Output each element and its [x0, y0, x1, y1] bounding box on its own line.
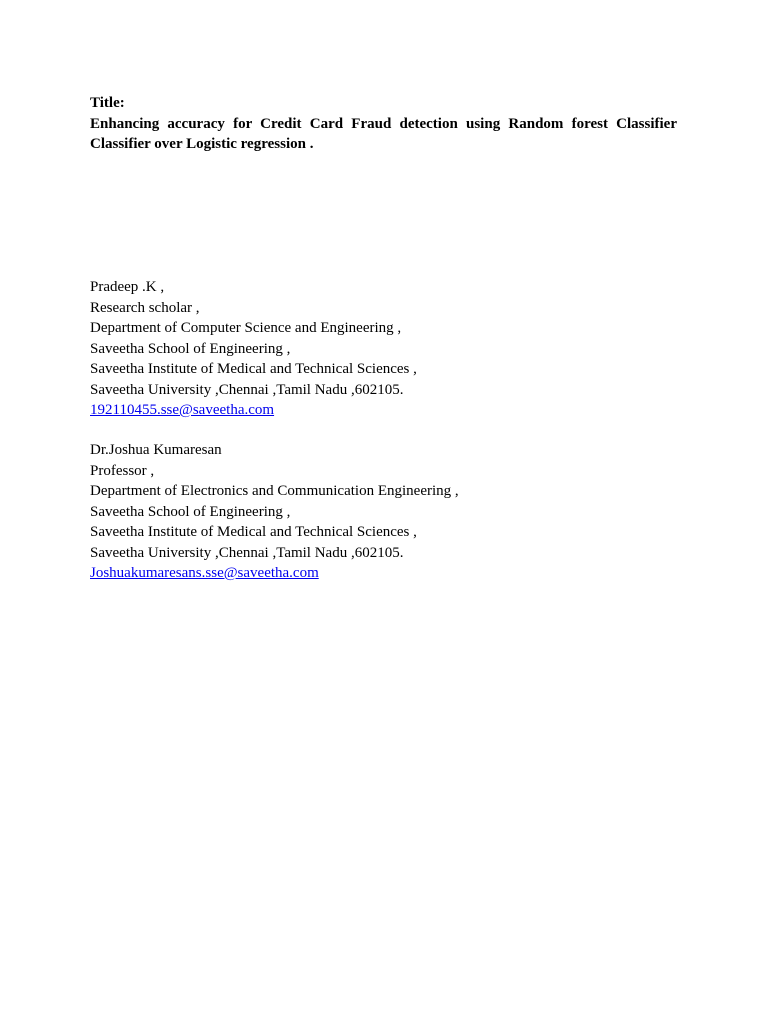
author-block-2: [90, 440, 650, 584]
title-block: [90, 93, 677, 155]
author-position: Research scholar ,: [90, 299, 200, 316]
author-block-1: [90, 277, 650, 421]
author-department: Department of Computer Science and Engineering ,: [90, 320, 402, 336]
author-university: Saveetha University ,Chennai ,Tamil Nadu ,602105.: [90, 381, 404, 398]
author-school: Saveetha School of Engineering ,: [90, 503, 291, 520]
author-email-link[interactable]: 192110455.sse@saveetha.com: [90, 402, 275, 418]
author-name: Dr.Joshua Kumaresan: [90, 442, 222, 458]
author-department: Department of Electronics and Communication Engineering ,: [90, 483, 459, 499]
author-name: Pradeep .K ,: [90, 279, 165, 295]
author-institute: Saveetha Institute of Medical and Technical Sciences ,: [90, 361, 417, 377]
author-university: Saveetha University ,Chennai ,Tamil Nadu ,602105.: [90, 544, 404, 561]
paper-title: Enhancing accuracy for Credit Card Fraud detection using Random forest Classifier Classifier over Logistic regression .: [90, 115, 677, 152]
author-school: Saveetha School of Engineering ,: [90, 340, 291, 357]
author-email-link[interactable]: Joshuakumaresans.sse@saveetha.com: [90, 565, 319, 581]
author-institute: Saveetha Institute of Medical and Technical Sciences ,: [90, 524, 417, 540]
author-position: Professor ,: [90, 462, 155, 479]
title-label: Title:: [90, 95, 125, 111]
